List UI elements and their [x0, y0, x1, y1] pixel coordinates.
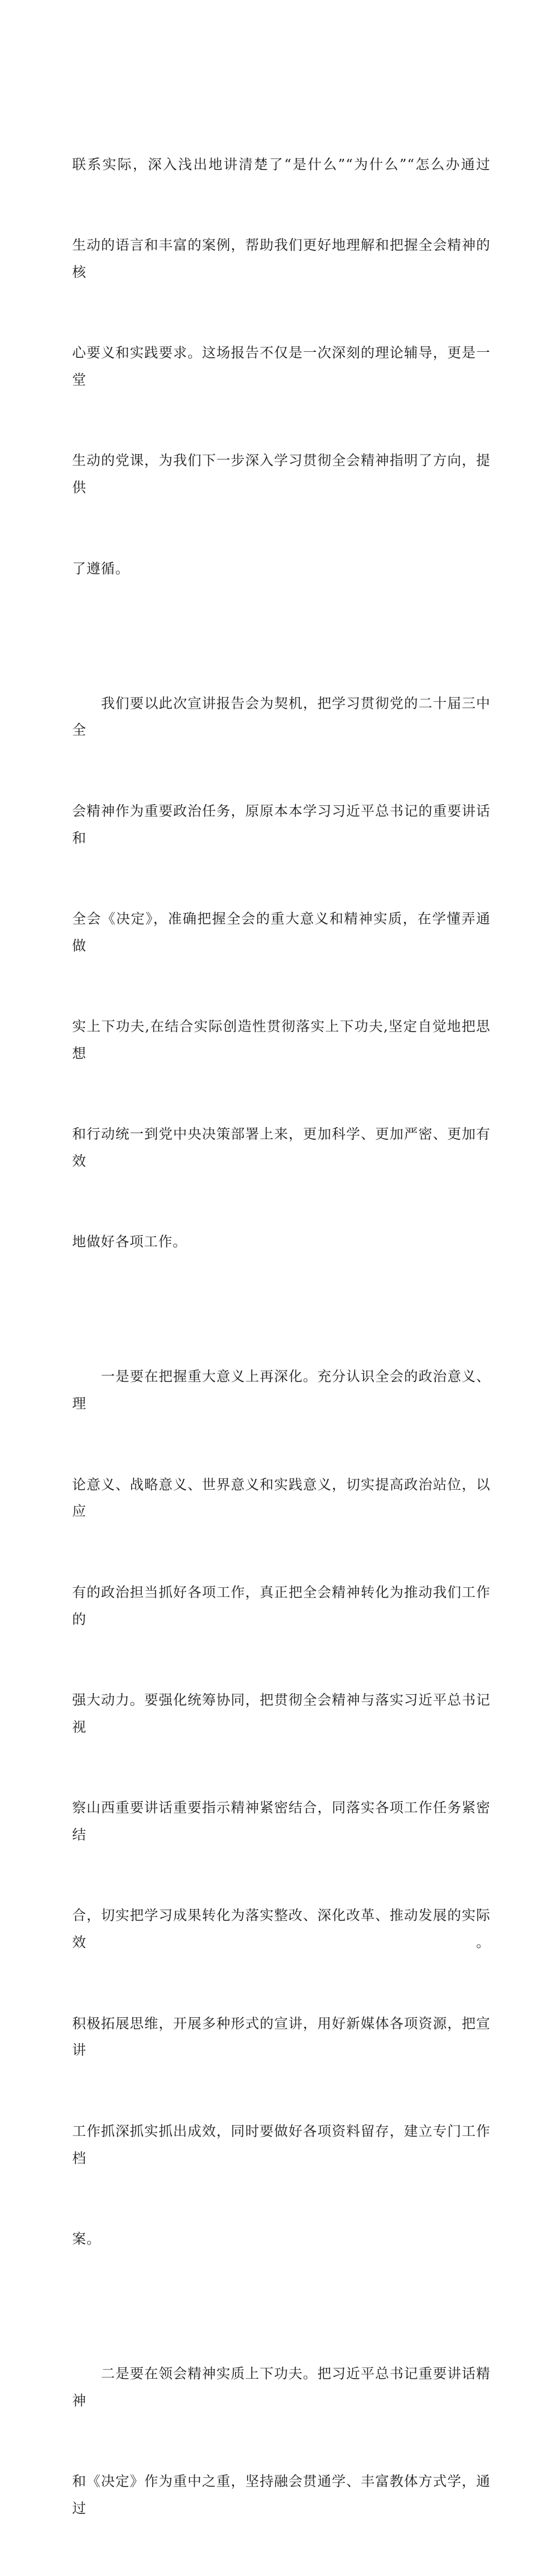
text-line: 积极拓展思维，开展多种形式的宣讲，用好新媒体各项资源，把宣讲 — [72, 2015, 490, 2059]
text-line: 合，切实把学习成果转化为落实整改、深化改革、推动发展的实际效。 — [72, 1908, 490, 1951]
paragraph-4 — [72, 2307, 490, 2576]
text-line: 心要义和实践要求。这场报告不仅是一次深刻的理论辅导，更是一堂 — [72, 345, 490, 388]
text-line: 全会《决定》，准确把握全会的重大意义和精神实质，在学懂弄通做 — [72, 911, 490, 954]
text-line: 地做好各项工作。 — [72, 1234, 188, 1250]
text-line: 会精神作为重要政治任务，原原本本学习习近平总书记的重要讲话和 — [72, 803, 490, 846]
text-line: 生动的语言和丰富的案例，帮助我们更好地理解和把握全会精神的核 — [72, 237, 490, 280]
text-line: 案。 — [72, 2231, 101, 2247]
paragraph-2 — [72, 636, 490, 1310]
text-line: 工作抓深抓实抓出成效，同时要做好各项资料留存，建立专门工作档 — [72, 2123, 490, 2166]
text-line: 察山西重要讲话重要指示精神紧密结合，同落实各项工作任务紧密结 — [72, 1800, 490, 1843]
paragraph-3 — [72, 1310, 490, 2307]
text-line: 一是要在把握重大意义上再深化。充分认识全会的政治意义、理 — [72, 1369, 490, 1412]
document-body — [72, 97, 490, 2576]
paragraph-1 — [72, 97, 490, 636]
text-line: 生动的党课，为我们下一步深入学习贯彻全会精神指明了方向，提供 — [72, 453, 490, 496]
text-line: 实上下功夫,在结合实际创造性贯彻落实上下功夫,坚定自觉地把思想 — [72, 1019, 490, 1062]
text-line: 论意义、战略意义、世界意义和实践意义，切实提高政治站位，以应 — [72, 1477, 490, 1520]
text-line: 了遵循。 — [72, 561, 130, 577]
text-line: 有的政治担当抓好各项工作，真正把全会精神转化为推动我们工作的 — [72, 1584, 490, 1628]
text-line: 联系实际，深入浅出地讲清楚了“是什么”“为什么”“怎么办通过 — [72, 156, 490, 173]
text-line: 和行动统一到党中央决策部署上来，更加科学、更加严密、更加有效 — [72, 1127, 490, 1170]
text-line: 二是要在领会精神实质上下功夫。把习近平总书记重要讲话精神 — [72, 2365, 490, 2409]
text-line: 和《决定》作为重中之重，坚持融会贯通学、丰富教体方式学，通过 — [72, 2474, 490, 2516]
text-line: 强大动力。要强化统筹协同，把贯彻全会精神与落实习近平总书记视 — [72, 1692, 490, 1735]
text-line: 我们要以此次宣讲报告会为契机，把学习贯彻党的二十届三中全 — [72, 695, 490, 739]
